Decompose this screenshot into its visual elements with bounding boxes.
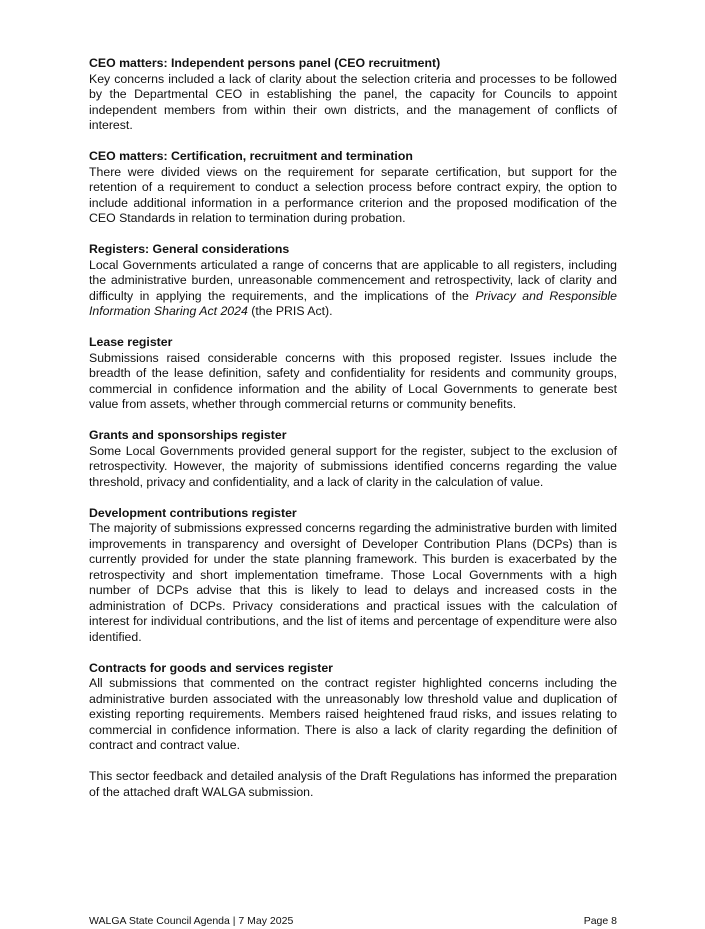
section-heading: Grants and sponsorships register [89, 428, 287, 442]
section-heading: Lease register [89, 335, 173, 349]
section-contracts-register [89, 661, 617, 754]
section-development-contributions [89, 506, 617, 646]
body-text-part: (the PRIS Act). [247, 304, 333, 318]
act-title-italic: Privacy and Responsible Information Sharing Act 2024 [89, 288, 617, 318]
section-body: There were divided views on the requirement for separate certification, but support for the retention of a requirement to conduct a selection process before contract expiry, the option to include additional information in a performance criterion and the proposed modification of the CEO Standards in relation to termination during probation. [89, 164, 617, 225]
section-body: Key concerns included a lack of clarity about the selection criteria and processes to be followed by the Departmental CEO in establishing the panel, the capacity for Councils to appoint independent members from within their own districts, and the management of conflicts of interest. [89, 71, 617, 132]
closing-paragraph: This sector feedback and detailed analysis of the Draft Regulations has informed the preparation of the attached draft WALGA submission. [89, 769, 617, 799]
footer-page-number: Page 8 [583, 915, 617, 927]
document-body [89, 56, 617, 800]
section-body: All submissions that commented on the contract register highlighted concerns including the administrative burden associated with the unreasonably low threshold value and duplication of existing reporting requirements. Members raised heightened fraud risks, and issues relating to commercial in confidence information. There is also a lack of clarity regarding the definition of contract and contract value. [89, 676, 617, 752]
section-ceo-certification [89, 149, 617, 227]
section-heading: CEO matters: Independent persons panel (CEO recruitment) [89, 56, 441, 70]
section-heading: CEO matters: Certification, recruitment and termination [89, 149, 413, 163]
section-ceo-independent-panel [89, 56, 617, 134]
section-body [89, 258, 617, 320]
section-heading: Registers: General considerations [89, 242, 290, 256]
section-body: Submissions raised considerable concerns with this proposed register. Issues include the breadth of the lease definition, safety and confidentiality for residents and community groups, commercial in confidence information and the ability of Local Governments to generate best value from assets, whether through commercial returns or community benefits. [89, 350, 617, 411]
section-body: The majority of submissions expressed concerns regarding the administrative burden with limited improvements in transparency and oversight of Developer Contribution Plans (DCPs) than is currently provided for under the state planning framework. This burden is exacerbated by the retrospectivity and short implementation timeframe. Those Local Governments with a high number of DCPs advise that this is likely to lead to delays and increased costs in the administration of DCPs. Privacy considerations and practical issues with the calculation of interest for individual contributions, and the list of items and percentage of expenditure were also identified. [89, 521, 617, 644]
section-heading: Contracts for goods and services register [89, 660, 333, 675]
section-heading: Development contributions register [89, 505, 297, 520]
body-text-part: Local Governments articulated a range of concerns that are applicable to all registers, including the administrative burden, unreasonable commencement and retrospectivity, lack of clarity and difficulty in applying the requirements, and the implications of the [89, 257, 617, 303]
section-registers-general [89, 242, 617, 320]
section-lease-register [89, 335, 617, 413]
footer-document-title: WALGA State Council Agenda | 7 May 2025 [89, 915, 294, 927]
page-footer [89, 914, 617, 928]
section-body: Some Local Governments provided general support for the register, subject to the exclusion of retrospectivity. However, the majority of submissions identified concerns regarding the value threshold, privacy and confidentiality, and a lack of clarity in the calculation of value. [89, 443, 617, 489]
section-grants-register [89, 428, 617, 490]
